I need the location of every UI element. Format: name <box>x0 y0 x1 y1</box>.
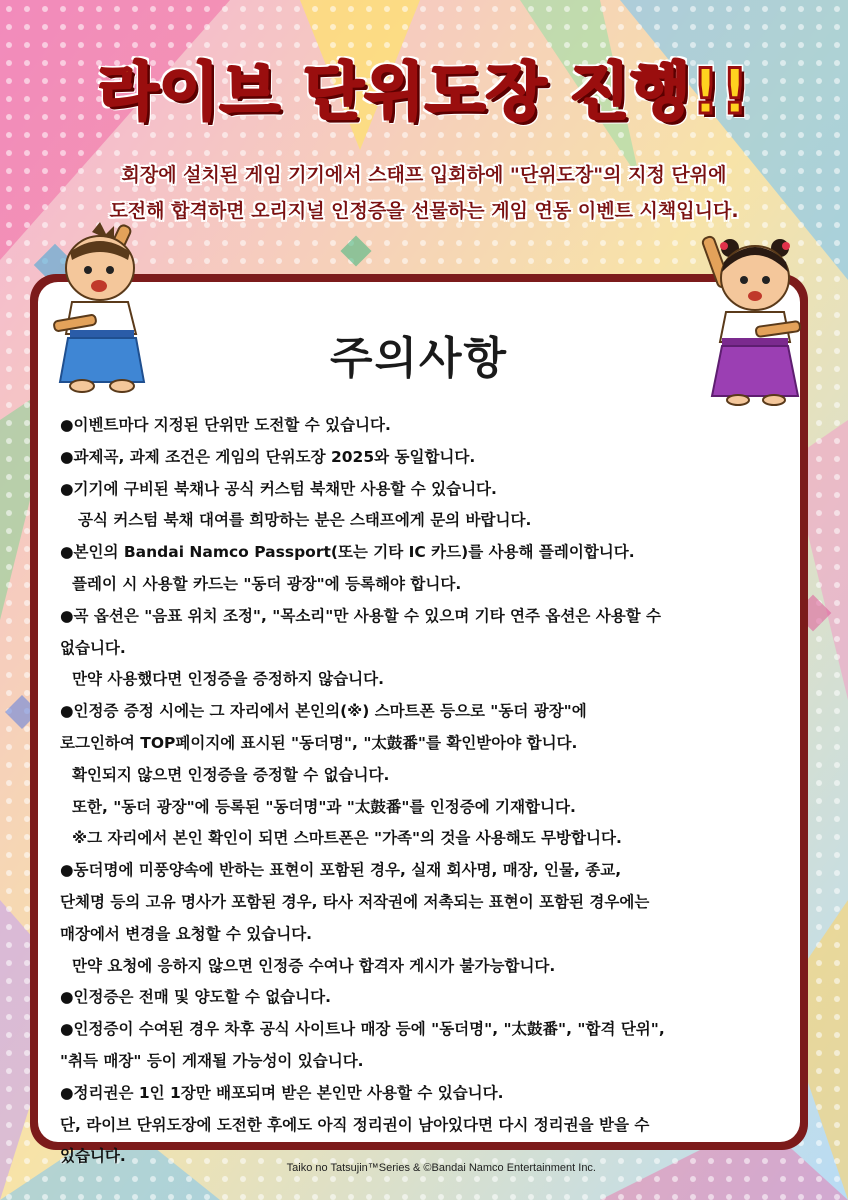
drummer-girl-mascot-icon <box>700 228 810 406</box>
notice-line: 단, 라이브 단위도장에 도전한 후에도 아직 정리권이 남아있다면 다시 정리권을 받을 수 <box>60 1115 650 1134</box>
notice-line: 단체명 등의 고유 명사가 포함된 경우, 타사 저작권에 저촉되는 표현이 포함된 경우에는 <box>60 892 650 911</box>
notice-line: ●본인의 Bandai Namco Passport(또는 기타 IC 카드)를 사용해 플레이합니다. <box>60 543 635 562</box>
notice-line: ●정리권은 1인 1장만 배포되며 받은 본인만 사용할 수 있습니다. <box>60 1083 504 1102</box>
copyright-footer: Taiko no Tatsujin™Series & ©Bandai Namco Entertainment Inc. <box>286 1162 596 1174</box>
notice-line: 확인되지 않으면 인정증을 증정할 수 없습니다. <box>72 765 390 784</box>
notice-panel <box>30 274 808 1166</box>
notice-line: 플레이 시 사용할 카드는 "동더 광장"에 등록해야 합니다. <box>72 574 462 593</box>
notice-line: 로그인하여 TOP페이지에 표시된 "동더명", "太鼓番"를 확인받아야 합니다. <box>60 733 578 752</box>
notice-line: 있습니다. <box>60 1147 126 1166</box>
notice-line: ●동더명에 미풍양속에 반하는 표현이 포함된 경우, 실재 회사명, 매장, 인물, 종교, <box>60 861 622 880</box>
notice-line: ●과제곡, 과제 조건은 게임의 단위도장 2025와 동일합니다. <box>60 447 476 466</box>
notice-line: ●이벤트마다 지정된 단위만 도전할 수 있습니다. <box>60 416 391 434</box>
notice-line: "취득 매장" 등이 게재될 가능성이 있습니다. <box>60 1051 364 1070</box>
notice-line: ●인정증이 수여된 경우 차후 공식 사이트나 매장 등에 "동더명", "太鼓番", "합격 단위", <box>60 1020 665 1039</box>
notice-line: 없습니다. <box>60 638 126 657</box>
drummer-boy-mascot-icon <box>48 222 158 394</box>
notice-line: 만약 요청에 응하지 않으면 인정증 수여나 합격자 게시가 불가능합니다. <box>72 956 556 975</box>
notice-line: 공식 커스텀 북채 대여를 희망하는 분은 스태프에게 문의 바랍니다. <box>78 511 532 530</box>
notice-line: 매장에서 변경을 요청할 수 있습니다. <box>60 924 313 943</box>
notice-line: 만약 사용했다면 인정증을 증정하지 않습니다. <box>72 670 384 689</box>
notice-line: ●곡 옵션은 "음표 위치 조정", "목소리"만 사용할 수 있으며 기타 연주 옵션은 사용할 수 <box>60 606 662 625</box>
notice-line: ※그 자리에서 본인 확인이 되면 스마트폰은 "가족"의 것을 사용해도 무방합니다. <box>72 829 622 848</box>
notice-title: 주의사항 <box>329 333 508 384</box>
notice-list <box>60 410 800 1173</box>
notice-line: 또한, "동더 광장"에 등록된 "동더명"과 "太鼓番"를 인정증에 기재합니다. <box>72 797 576 816</box>
notice-panel-body <box>38 282 800 1166</box>
event-title: 라이브 단위도장 진행!! <box>98 55 750 128</box>
notice-line: ●인정증 증정 시에는 그 자리에서 본인의(※) 스마트폰 등으로 "동더 광장"에 <box>60 702 587 721</box>
event-description-line-1: 회장에 설치된 게임 기기에서 스태프 입회하에 "단위도장"의 지정 단위에 <box>121 164 727 186</box>
event-description-line-2: 도전해 합격하면 오리지널 인정증을 선물하는 게임 연동 이벤트 시책입니다. <box>109 200 739 222</box>
notice-line: ●인정증은 전매 및 양도할 수 없습니다. <box>60 988 331 1007</box>
notice-line: ●기기에 구비된 북채나 공식 커스텀 북채만 사용할 수 있습니다. <box>60 479 497 498</box>
